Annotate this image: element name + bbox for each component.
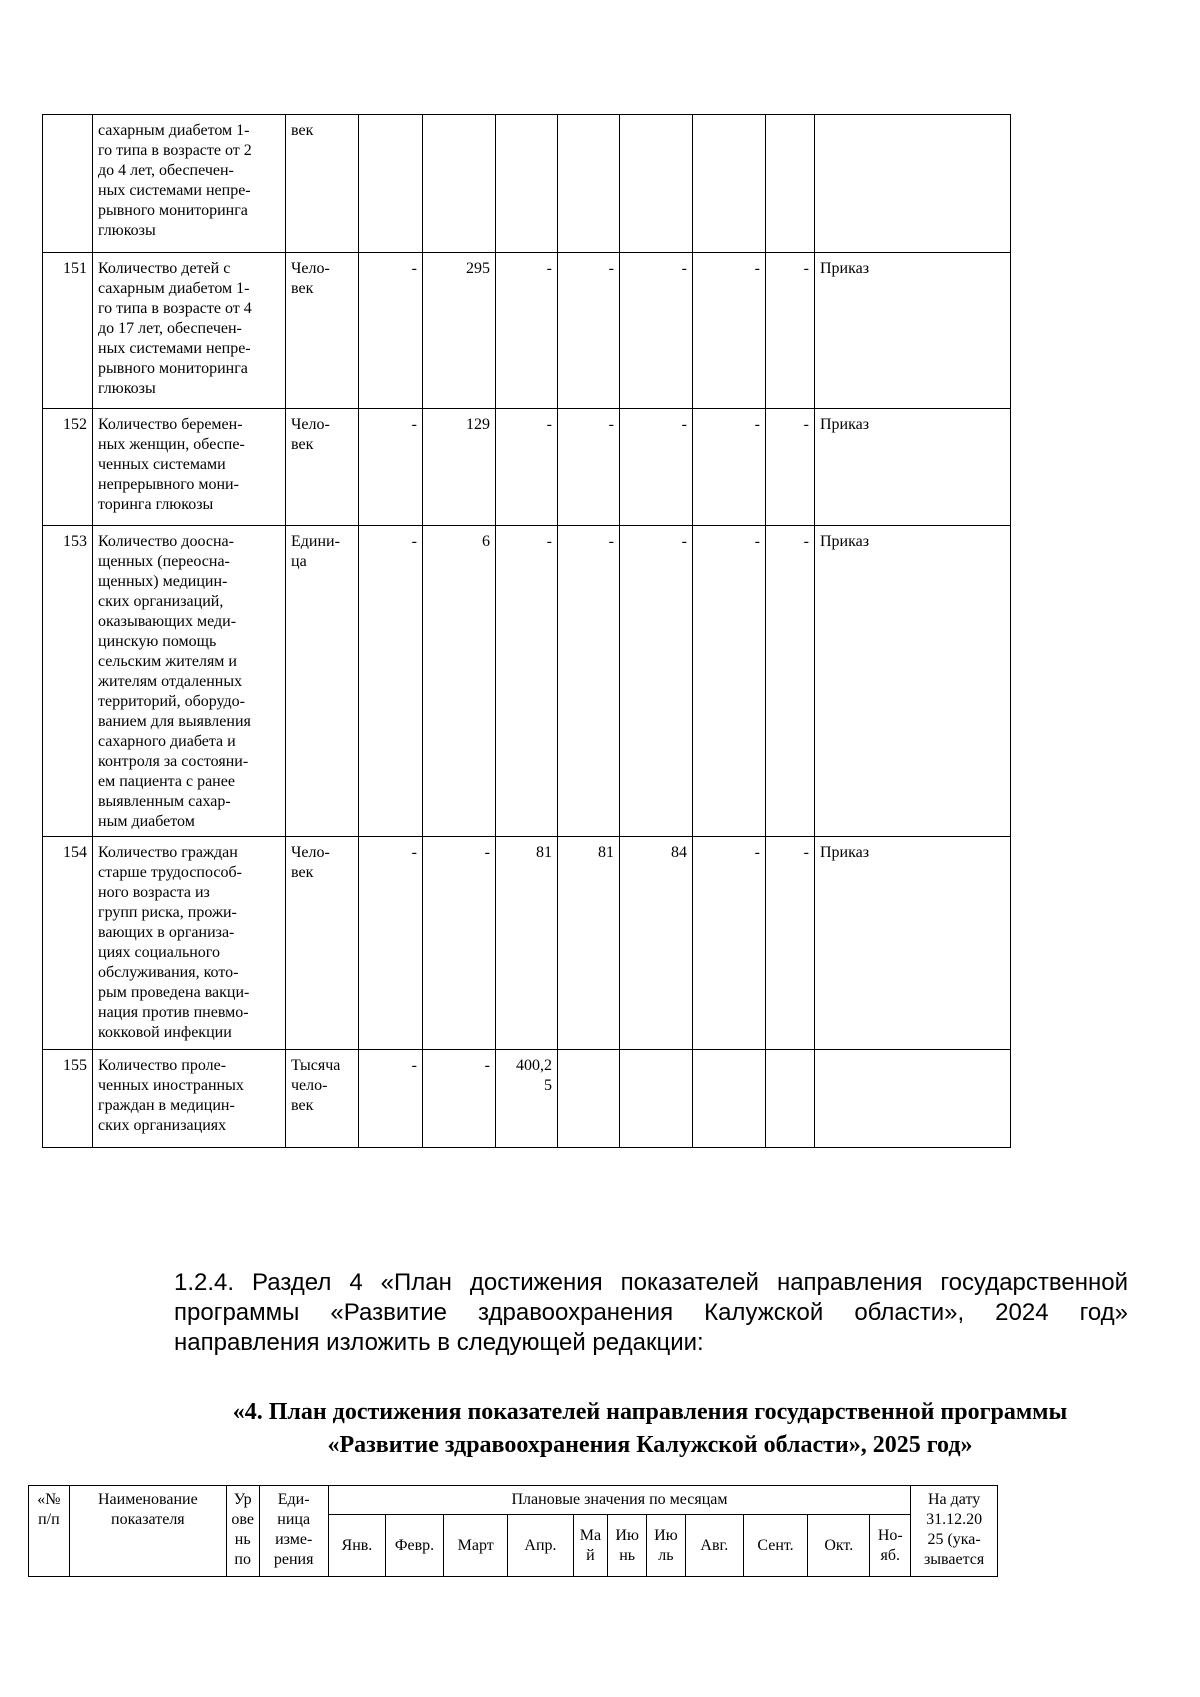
table-row xyxy=(43,253,1011,409)
unit-cell: Чело- век xyxy=(286,409,359,526)
document-cell: Приказ xyxy=(815,253,1011,409)
header-indicator-name: Наименование показателя xyxy=(69,1486,226,1577)
unit-cell: век xyxy=(286,115,359,253)
indicator-name: Количество детей с сахарным диабетом 1- го типа в возрасте от 4 до 17 лет, обеспечен- ных системами непре- рывного мониторинга глюкозы xyxy=(93,253,286,409)
row-number: 154 xyxy=(43,837,93,1050)
value-cell: - xyxy=(766,526,815,837)
value-cell: - xyxy=(423,1050,496,1148)
value-cell xyxy=(359,115,423,253)
section-heading xyxy=(150,1396,1150,1462)
row-number xyxy=(43,115,93,253)
value-cell: - xyxy=(766,409,815,526)
header-month: Авг. xyxy=(685,1515,743,1577)
value-cell: - xyxy=(693,409,766,526)
header-unit: Еди- ница изме- рения xyxy=(259,1486,328,1577)
value-cell: - xyxy=(359,526,423,837)
indicator-name: Количество доосна- щенных (переосна- щенных) медицин- ских организаций, оказывающих меди- цинскую помощь сельским жителям и жителям отдаленных территорий, оборудо- ванием для выявления сахарного диабета и контроля за состояни- ем пациента с ранее выявленным сахар- ным диабетом xyxy=(93,526,286,837)
value-cell xyxy=(558,1050,620,1148)
table-row xyxy=(43,409,1011,526)
unit-cell: Едини- ца xyxy=(286,526,359,837)
value-cell: - xyxy=(359,253,423,409)
document-cell: Приказ xyxy=(815,526,1011,837)
value-cell xyxy=(766,1050,815,1148)
unit-cell: Тысяча чело- век xyxy=(286,1050,359,1148)
section-paragraph xyxy=(174,1268,1128,1358)
header-month: Ию нь xyxy=(608,1515,647,1577)
value-cell: - xyxy=(558,526,620,837)
value-cell xyxy=(693,1050,766,1148)
header-plan-by-month: Плановые значения по месяцам xyxy=(328,1486,910,1515)
table-row xyxy=(43,1050,1011,1148)
value-cell: - xyxy=(766,253,815,409)
header-month: Март xyxy=(444,1515,508,1577)
row-number: 153 xyxy=(43,526,93,837)
header-date: На дату 31.12.20 25 (ука- зывается xyxy=(911,1486,998,1577)
header-month: Апр. xyxy=(508,1515,573,1577)
value-cell: 81 xyxy=(558,837,620,1050)
indicator-name: сахарным диабетом 1- го типа в возрасте от 2 до 4 лет, обеспечен- ных системами непре- рывного мониторинга глюкозы xyxy=(93,115,286,253)
value-cell: - xyxy=(693,253,766,409)
indicator-name: Количество проле- ченных иностранных граждан в медицин- ских организациях xyxy=(93,1050,286,1148)
paragraph-text: 1.2.4. Раздел 4 «План достижения показателей направления государственной программы «Развитие здравоохранения Калужской области», 2024 год» направления изложить в следующей редакции: xyxy=(174,1269,1128,1356)
value-cell xyxy=(423,115,496,253)
value-cell: - xyxy=(496,526,558,837)
value-cell: - xyxy=(693,526,766,837)
value-cell: 400,2 5 xyxy=(496,1050,558,1148)
header-month: Сент. xyxy=(743,1515,807,1577)
value-cell: - xyxy=(423,837,496,1050)
header-month: Янв. xyxy=(328,1515,385,1577)
value-cell: - xyxy=(359,837,423,1050)
value-cell xyxy=(620,115,693,253)
value-cell: 84 xyxy=(620,837,693,1050)
value-cell: - xyxy=(693,837,766,1050)
row-number: 151 xyxy=(43,253,93,409)
heading-line-1: «4. План достижения показателей направления государственной программы xyxy=(232,1399,1068,1425)
row-number: 152 xyxy=(43,409,93,526)
document-cell xyxy=(815,115,1011,253)
indicator-name: Количество беремен- ных женщин, обеспе- ченных системами непрерывного мони- торинга глюкозы xyxy=(93,409,286,526)
value-cell: - xyxy=(620,526,693,837)
value-cell xyxy=(620,1050,693,1148)
unit-cell: Чело- век xyxy=(286,253,359,409)
indicator-name: Количество граждан старше трудоспособ- ного возраста из групп риска, прожи- вающих в организа- циях социального обслуживания, кото- рым проведена вакци- нация против пневмо- кокковой инфекции xyxy=(93,837,286,1050)
value-cell: 81 xyxy=(496,837,558,1050)
document-cell: Приказ xyxy=(815,837,1011,1050)
table-row xyxy=(43,837,1011,1050)
value-cell xyxy=(766,115,815,253)
plan-table-header xyxy=(28,1485,998,1577)
header-number: «№ п/п xyxy=(29,1486,70,1577)
value-cell: 295 xyxy=(423,253,496,409)
heading-line-2: «Развитие здравоохранения Калужской области», 2025 год» xyxy=(327,1432,973,1458)
value-cell: - xyxy=(766,837,815,1050)
value-cell: - xyxy=(558,253,620,409)
value-cell xyxy=(496,115,558,253)
indicators-table-top xyxy=(42,114,1011,1148)
value-cell: - xyxy=(359,409,423,526)
value-cell: - xyxy=(359,1050,423,1148)
value-cell: - xyxy=(496,253,558,409)
header-month: Февр. xyxy=(385,1515,443,1577)
value-cell: - xyxy=(496,409,558,526)
value-cell: 6 xyxy=(423,526,496,837)
value-cell xyxy=(558,115,620,253)
value-cell: - xyxy=(620,409,693,526)
value-cell: - xyxy=(558,409,620,526)
header-month: Но- яб. xyxy=(870,1515,911,1577)
document-cell: Приказ xyxy=(815,409,1011,526)
row-number: 155 xyxy=(43,1050,93,1148)
header-level: Ур ове нь по xyxy=(226,1486,259,1577)
table-row xyxy=(43,115,1011,253)
header-month: Окт. xyxy=(808,1515,870,1577)
table-row xyxy=(43,526,1011,837)
value-cell xyxy=(693,115,766,253)
document-cell xyxy=(815,1050,1011,1148)
value-cell: - xyxy=(620,253,693,409)
value-cell: 129 xyxy=(423,409,496,526)
unit-cell: Чело- век xyxy=(286,837,359,1050)
header-month: Ию ль xyxy=(647,1515,686,1577)
header-month: Ма й xyxy=(573,1515,608,1577)
